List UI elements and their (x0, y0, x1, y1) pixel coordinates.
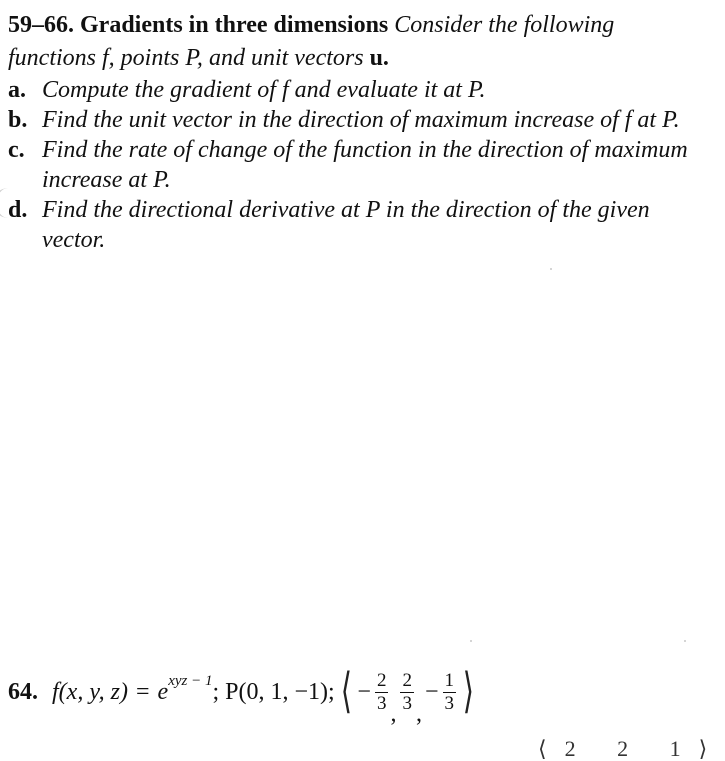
speck (550, 268, 552, 270)
point-p: ; P(0, 1, −1); (212, 678, 335, 705)
problem-number: 64. (8, 678, 38, 705)
exercise-range: 59–66. (8, 12, 74, 38)
problem-64 (8, 662, 698, 727)
exercise-heading (8, 9, 698, 75)
vector-c3 (443, 671, 457, 714)
vector-c2-num: 2 (402, 669, 412, 691)
part-d-text: Find the directional derivative at P in the direction of the given vector. (42, 197, 650, 253)
heading-p: P, (185, 45, 203, 71)
part-c-letter: c. (8, 137, 25, 163)
comma: , (415, 701, 422, 727)
function-name: f(x, y, z) (52, 678, 128, 705)
exercise-parts (8, 75, 698, 255)
speck (470, 640, 472, 642)
vector-c3-sign: − (424, 678, 439, 705)
part-a-text: Compute the gradient of f and evaluate it at P. (42, 77, 486, 103)
part-a (8, 75, 698, 105)
vector-c1-den: 3 (376, 692, 387, 714)
heading-line2-a: functions (8, 45, 96, 71)
exercise-topic: Gradients in three dimensions (80, 12, 389, 38)
right-angle-bracket: ⟩ (462, 665, 474, 718)
part-d (8, 195, 698, 255)
vector-c1-sign: − (357, 678, 371, 705)
exp-base: e (157, 678, 169, 705)
heading-line2-b: points (120, 45, 180, 71)
part-b-letter: b. (8, 107, 28, 133)
part-b-text: Find the unit vector in the direction of maximum increase of f at P. (42, 107, 680, 133)
cut-off-next-line: ⟨2 2 1⟩ (538, 736, 725, 761)
left-angle-bracket: ⟨ (340, 665, 352, 718)
exponent: xyz − 1 (168, 672, 213, 689)
vector-c2 (400, 671, 414, 714)
page-curl-mark (0, 188, 11, 218)
equals-sign: = (135, 678, 150, 705)
part-b (8, 105, 698, 135)
heading-u: u. (369, 45, 389, 71)
speck (684, 640, 686, 642)
vector-c1 (375, 671, 389, 714)
vector-c1-num: 2 (376, 669, 387, 691)
part-a-letter: a. (8, 77, 26, 103)
comma: , (390, 701, 397, 727)
part-c (8, 135, 698, 195)
heading-line1-rest: Consider the following (394, 12, 615, 38)
vector-c2-den: 3 (402, 692, 412, 714)
heading-f: f, (102, 45, 115, 71)
part-d-letter: d. (8, 197, 28, 223)
vector-c3-den: 3 (444, 692, 454, 714)
part-c-text: Find the rate of change of the function in the direction of maximum increase at P. (42, 137, 688, 193)
vector-c3-num: 1 (444, 669, 454, 691)
heading-line2-c: and unit vectors (208, 45, 364, 71)
